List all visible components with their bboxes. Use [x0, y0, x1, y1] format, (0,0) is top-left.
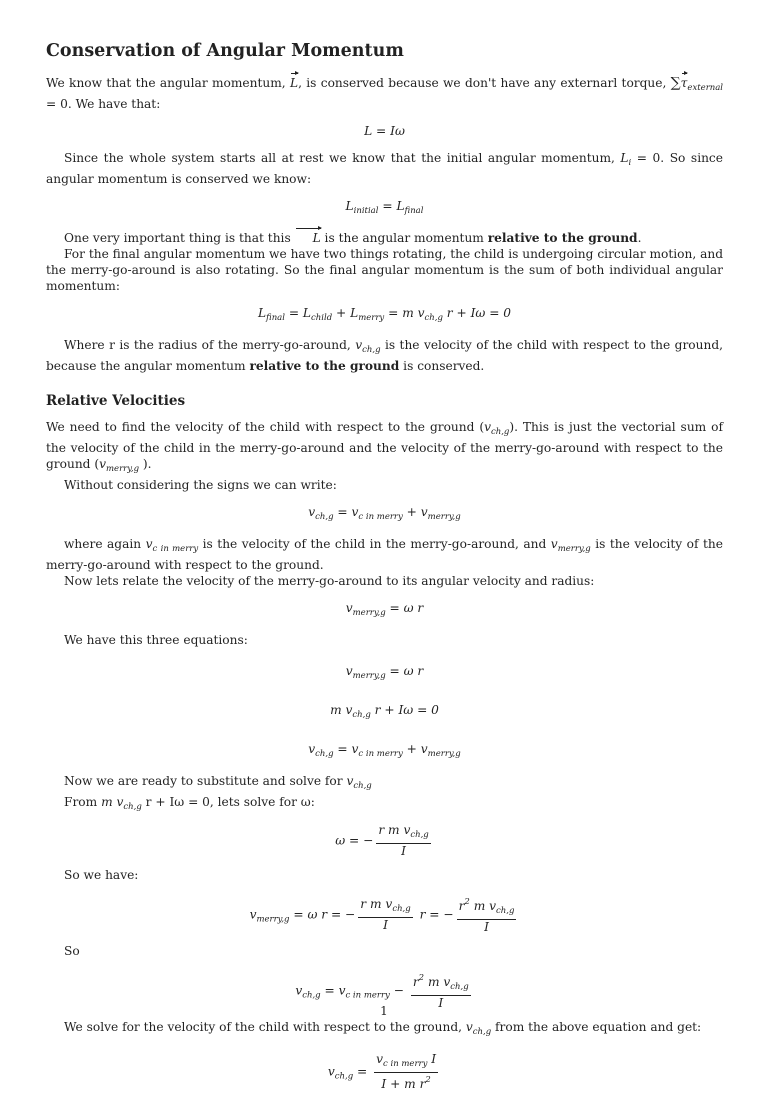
equation-system-3: $v_{ch,g} = v_{c in merry} + v_{merry,g}$ — [308, 742, 461, 759]
fraction: $\frac{r^2 m v_{ch,g}}{I}$ — [412, 973, 469, 1010]
paragraph-without-signs: Without considering the signs we can write: — [64, 478, 337, 492]
paragraph-initial: Since the whole system starts all at rest we know that the initial angular momentum, $L_i = 0$. So since angular momentum is conserved we know: — [46, 151, 723, 186]
angular-momentum-vector: L — [289, 76, 299, 90]
equation-omega: ω = − $\frac{r m v_{ch,g}}{I}$ — [335, 823, 429, 858]
section-heading-relative-velocities: Relative Velocities — [46, 393, 186, 409]
fraction: $\frac{r m v_{ch,g}}{I}$ — [360, 897, 411, 932]
paragraph-solve-omega: From m $v_{ch,g}$ r + Iω = 0, lets solve for ω: — [64, 795, 315, 812]
document-page — [46, 40, 723, 1100]
paragraph-vectorial-sum: We need to find the velocity of the child with respect to the ground $(v_{ch,g})$. This is just the vectorial sum of the velocity of the child in the merry-go-around and the velocity of the merry-go-around with respect to the ground ($v_{merry,g}$ ). — [46, 420, 723, 474]
paragraph-radius: Where r is the radius of the merry-go-around, $v_{ch,g}$ is the velocity of the child with respect to the ground, because the angular momentum relative to the ground is conserved. — [46, 338, 723, 373]
page-number: 1 — [380, 1004, 388, 1018]
paragraph-three-equations: We have this three equations: — [64, 633, 248, 647]
fraction: $\frac{r^2 m v_{ch,g}}{I}$ — [458, 897, 515, 934]
equation-final-result: $v_{ch,g}$ = $\frac{v_{c in merry} I}{I + m r^2}$ — [327, 1052, 437, 1091]
paragraph-so: So — [64, 944, 80, 958]
equation-v-merry-substituted: $v_{merry,g} = \omega$ r = − $\frac{r m v_{ch,g}}{I}$ r = − $\frac{r^2 m v_{ch,g}}{I}$ — [249, 897, 515, 934]
fraction: $\frac{r m v_{ch,g}}{I}$ — [378, 823, 429, 858]
equation-final-momentum: $L_{final} = L_{child} + L_{merry} = m$ $v_{ch,g}$ r + Iω = 0 — [257, 306, 512, 323]
equation-system-1: $v_{merry,g} = \omega$ r — [345, 664, 424, 681]
paragraph-where-again: where again $v_{c in merry}$ is the velocity of the child in the merry-go-around, and $v_{merry,g}$ is the velocity of the merry-go-around with respect to the ground. — [46, 537, 723, 572]
paragraph-relate: Now lets relate the velocity of the merry-go-around to its angular velocity and radius: — [64, 574, 595, 588]
paragraph-substitute: Now we are ready to substitute and solve for $v_{ch,g}$ — [64, 774, 372, 791]
paragraph-final-momentum: For the final angular momentum we have two things rotating, the child is undergoing circular motion, and the merry-go-around is also rotating. So the final angular momentum is the sum of both individual angular momentum: — [46, 247, 723, 293]
paragraph-important: One very important thing is that this L is the angular momentum relative to the ground. — [64, 231, 642, 245]
paragraph-we-solve: We solve for the velocity of the child with respect to the ground, $v_{ch,g}$ from the above equation and get: — [64, 1020, 702, 1037]
fraction: $\frac{v_{c in merry} I}{I + m r^2}$ — [376, 1052, 437, 1091]
equation-velocity-sum: $v_{ch,g} = v_{c in merry} + v_{merry,g}$ — [308, 505, 461, 522]
paragraph-so-we-have: So we have: — [64, 868, 139, 882]
sum-symbol: ∑ — [670, 75, 681, 91]
equation-l-equals-i-omega: L = Iω — [364, 124, 405, 138]
equation-system-2: m $v_{ch,g}$ r + Iω = 0 — [330, 703, 439, 720]
paragraph-intro: We know that the angular momentum, L, is conserved because we don't have any externarl torque, $\sum\tau_{external} = 0$. We have that: — [46, 75, 724, 111]
page-title: Conservation of Angular Momentum — [46, 41, 404, 61]
equation-conservation: $L_{initial} = L_{final}$ — [345, 199, 424, 216]
equation-v-child-substituted: $v_{ch,g} = v_{c in merry}$ − $\frac{r^2 m v_{ch,g}}{I}$ — [295, 973, 469, 1010]
equation-v-merry: $v_{merry,g} = \omega$ r — [345, 601, 424, 618]
